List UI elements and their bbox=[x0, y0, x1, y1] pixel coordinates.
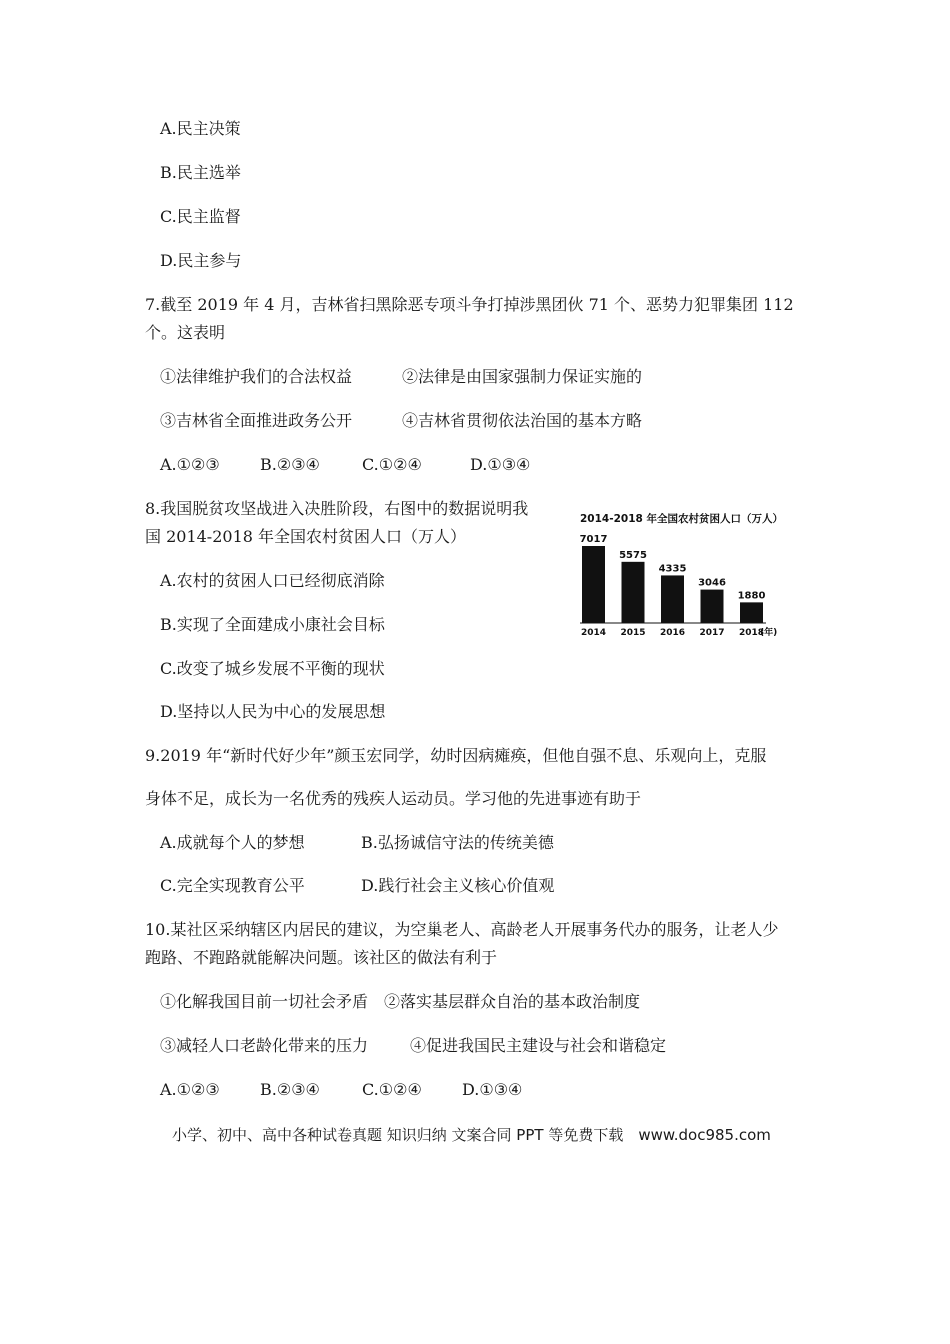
q10-choices bbox=[160, 1080, 522, 1100]
chart-value-label-2018: 1880 bbox=[737, 590, 766, 602]
q8-stem-line1: 8.我国脱贫攻坚战进入决胜阶段，右图中的数据说明我 bbox=[145, 499, 529, 518]
q6-option-d: D.民主参与 bbox=[160, 251, 242, 270]
chart-tick-label-2015: 2015 bbox=[620, 628, 646, 638]
q7-choice-c: C.①②④ bbox=[362, 455, 422, 474]
chart-x-unit: (年) bbox=[760, 628, 778, 638]
q7-statement-1: ①法律维护我们的合法权益 bbox=[160, 367, 353, 386]
chart-tick-label-2016: 2016 bbox=[659, 628, 686, 638]
q9-stem-line2: 身体不足，成长为一名优秀的残疾人运动员。学习他的先进事迹有助于 bbox=[145, 789, 642, 808]
q7-choice-a: A.①②③ bbox=[160, 455, 220, 474]
q10-statements-row1 bbox=[160, 992, 640, 1012]
q9-option-b: B.弘扬诚信守法的传统美德 bbox=[361, 833, 554, 852]
chart-tick-label-2018: 2018 bbox=[738, 628, 765, 638]
q9-option-a: A.成就每个人的梦想 bbox=[160, 833, 305, 852]
q7-statements-row2 bbox=[160, 411, 642, 431]
chart-value-label-2017: 3046 bbox=[698, 577, 726, 589]
q10-statement-4: ④促进我国民主建设与社会和谐稳定 bbox=[410, 1036, 667, 1055]
q9-option-c: C.完全实现教育公平 bbox=[160, 876, 305, 895]
chart-value-label-2016: 4335 bbox=[658, 563, 687, 575]
q10-statement-3: ③减轻人口老龄化带来的压力 bbox=[160, 1036, 369, 1055]
q7-choice-b: B.②③④ bbox=[260, 455, 320, 474]
q10-statements-row2 bbox=[160, 1036, 666, 1056]
q7-statements-row1 bbox=[160, 367, 642, 387]
chart-tick-label-2017: 2017 bbox=[699, 628, 725, 638]
q10-stem-line1: 10.某社区采纳辖区内居民的建议，为空巢老人、高龄老人开展事务代办的服务，让老人少 bbox=[145, 920, 779, 939]
chart-tick-label-2014: 2014 bbox=[580, 628, 607, 638]
q7-statement-3: ③吉林省全面推进政务公开 bbox=[160, 411, 353, 430]
q6-option-b: B.民主选举 bbox=[160, 163, 241, 182]
q9-option-d: D.践行社会主义核心价值观 bbox=[361, 876, 555, 895]
poverty-population-bar-chart bbox=[578, 508, 788, 642]
q10-choice-a: A.①②③ bbox=[160, 1080, 220, 1099]
chart-value-label-2015: 5575 bbox=[619, 549, 647, 561]
q8-option-a: A.农村的贫困人口已经彻底消除 bbox=[160, 571, 385, 590]
q8-stem-line2: 国 2014-2018 年全国农村贫困人口（万人） bbox=[145, 527, 467, 546]
q10-choice-d: D.①③④ bbox=[462, 1080, 523, 1099]
q6-option-a: A.民主决策 bbox=[160, 119, 241, 138]
q9-options-row2 bbox=[160, 876, 554, 896]
q8-option-c: C.改变了城乡发展不平衡的现状 bbox=[160, 659, 385, 678]
footer-download-notice: 小学、初中、高中各种试卷真题 知识归纳 文案合同 PPT 等免费下载 www.doc985.com bbox=[172, 1126, 771, 1144]
q8-option-b: B.实现了全面建成小康社会目标 bbox=[160, 615, 385, 634]
q10-statement-1: ①化解我国目前一切社会矛盾 bbox=[160, 992, 369, 1011]
q7-choice-d: D.①③④ bbox=[470, 455, 531, 474]
q9-options-row1 bbox=[160, 833, 554, 853]
chart-bar-2015 bbox=[622, 562, 645, 623]
q10-choice-c: C.①②④ bbox=[362, 1080, 422, 1099]
q9-stem-line1: 9.2019 年“新时代好少年”颜玉宏同学，幼时因病瘫痪，但他自强不息、乐观向上，克服 bbox=[145, 746, 767, 765]
q7-statement-2: ②法律是由国家强制力保证实施的 bbox=[402, 367, 643, 386]
q6-option-c: C.民主监督 bbox=[160, 207, 241, 226]
chart-title: 2014-2018 年全国农村贫困人口（万人） bbox=[580, 513, 783, 525]
chart-bar-2014 bbox=[582, 546, 605, 623]
chart-value-label-2014: 7017 bbox=[579, 534, 608, 545]
q7-statement-4: ④吉林省贯彻依法治国的基本方略 bbox=[402, 411, 643, 430]
q10-statement-2: ②落实基层群众自治的基本政治制度 bbox=[384, 992, 641, 1011]
chart-bar-2017 bbox=[701, 590, 724, 623]
q7-stem-line1: 7.截至 2019 年 4 月，吉林省扫黑除恶专项斗争打掉涉黑团伙 71 个、恶势力犯罪集团 112 bbox=[145, 295, 794, 314]
q8-option-d: D.坚持以人民为中心的发展思想 bbox=[160, 702, 386, 721]
chart-bar-2016 bbox=[661, 575, 684, 623]
q10-stem-line2: 跑路、不跑路就能解决问题。该社区的做法有利于 bbox=[145, 948, 498, 967]
q10-choice-b: B.②③④ bbox=[260, 1080, 320, 1099]
chart-bar-2018 bbox=[740, 602, 763, 623]
q7-choices bbox=[160, 455, 530, 475]
q7-stem-line2: 个。这表明 bbox=[145, 323, 226, 342]
